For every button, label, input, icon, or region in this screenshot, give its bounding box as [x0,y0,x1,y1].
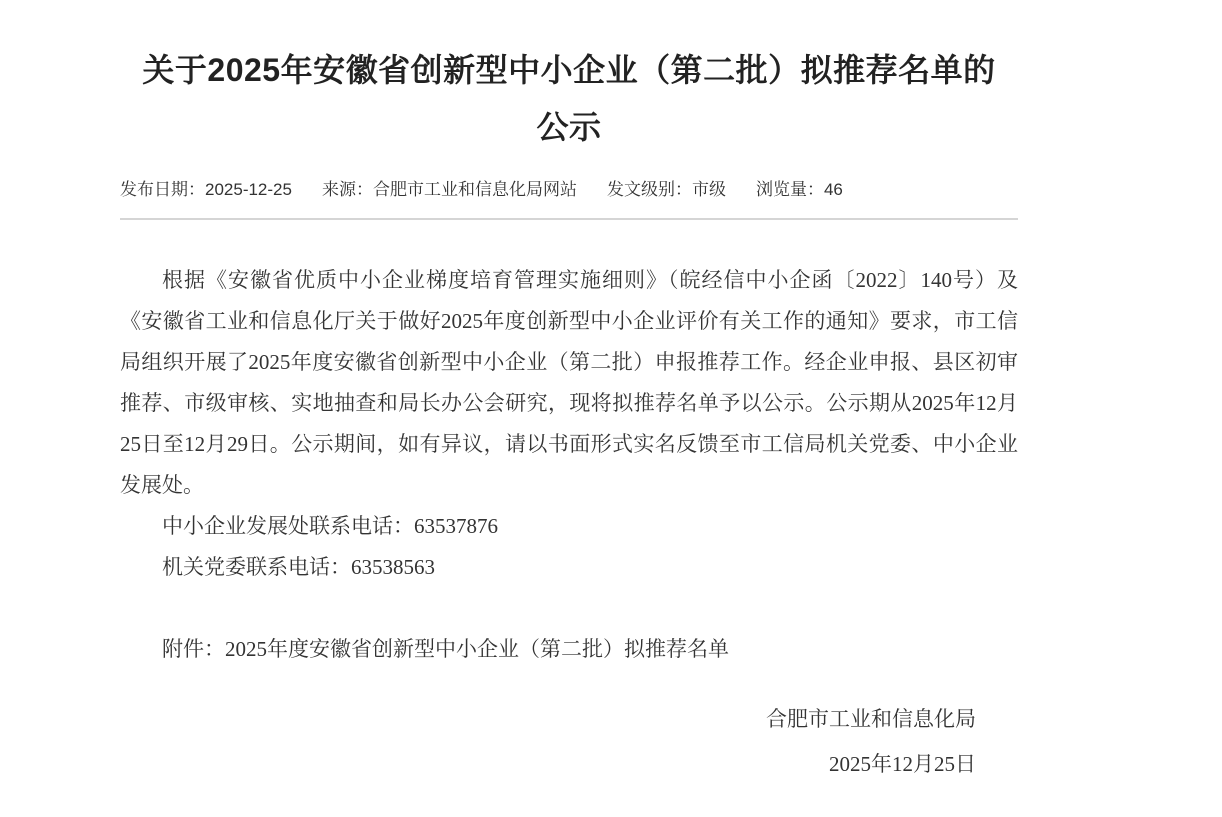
meta-source-label: 来源： [321,180,373,199]
meta-view-count-value: 46 [823,180,843,199]
meta-source-value: 合肥市工业和信息化局网站 [372,180,577,199]
signature-date: 2025年12月25日 [829,752,976,776]
signature-block [120,697,1018,787]
meta-document-level [607,180,726,200]
meta-publish-date-label: 发布日期： [120,180,205,199]
signature-agency: 合肥市工业和信息化局 [766,707,976,731]
article-body [120,260,1018,787]
meta-source [322,180,577,200]
contact-phone-smb-division: 中小企业发展处联系电话：63537876 [162,514,498,538]
meta-divider [120,218,1018,220]
meta-document-level-label: 发文级别： [606,180,692,199]
announcement-main-paragraph: 根据《安徽省优质中小企业梯度培育管理实施细则》（皖经信中小企函〔2022〕140号）及《安徽省工业和信息化厅关于做好2025年度创新型中小企业评价有关工作的通知》要求，市工信局组织开展了2025年度安徽省创新型中小企业（第二批）申报推荐工作。经企业申报、县区初审推荐、市级审核、实地抽查和局长办公会研究，现将拟推荐名单予以公示。公示期从2025年12月25日至12月29日。公示期间，如有异议，请以书面形式实名反馈至市工信局机关党委、中小企业发展处。 [120,268,1018,497]
article-meta-row [120,180,1018,200]
page-title [120,42,1018,156]
meta-document-level-value: 市级 [691,180,726,199]
meta-view-count-label: 浏览量： [755,180,824,199]
announcement-article [120,0,1018,787]
meta-view-count [756,180,843,200]
attachment-line: 附件：2025年度安徽省创新型中小企业（第二批）拟推荐名单 [162,637,729,661]
page-title-line1: 关于2025年安徽省创新型中小企业（第二批）拟推荐名单的 [142,52,996,88]
page-title-line2: 公示 [536,109,602,145]
contact-phone-party-committee: 机关党委联系电话：63538563 [162,555,435,579]
meta-publish-date-value: 2025-12-25 [205,180,292,199]
meta-publish-date [120,180,292,200]
